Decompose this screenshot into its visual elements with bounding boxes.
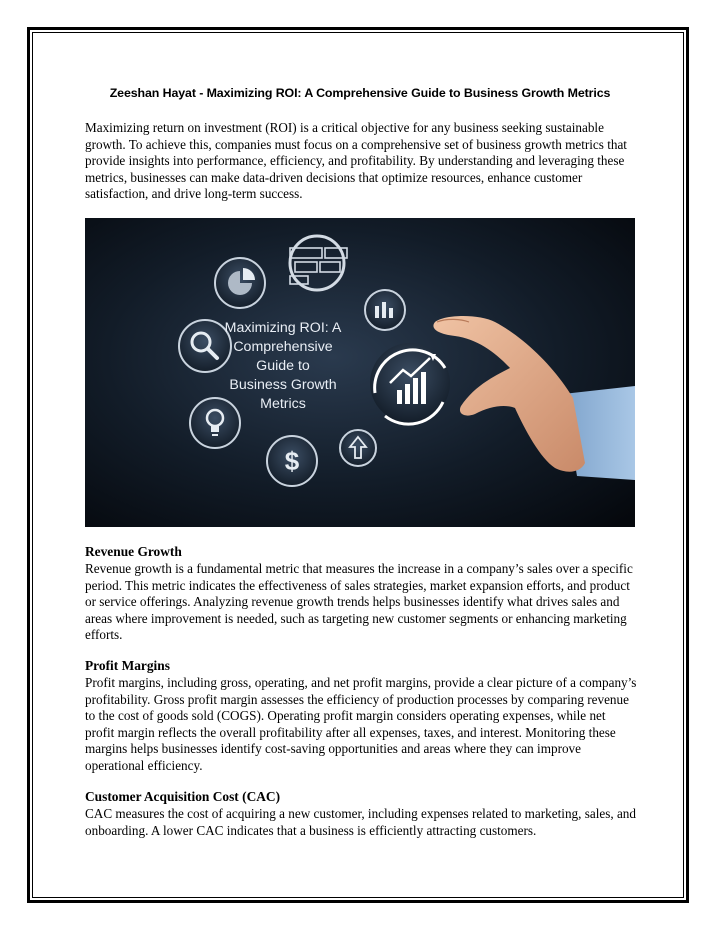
section-body-revenue-growth: Revenue growth is a fundamental metric that measures the increase in a company’s sales over a specific period. This metric indicates the effectiveness of sales strategies, market expansion efforts, and product or service offerings. Analyzing revenue growth trends helps businesses identify what drives sales and areas where improvement is needed, such as targeting new customer segments or enhancing marketing efforts. <box>85 561 633 643</box>
magnifier-icon <box>179 320 231 372</box>
hero-caption-line: Business Growth <box>229 377 337 393</box>
pie-chart-icon <box>215 258 265 308</box>
hero-caption-line: Metrics <box>260 396 306 412</box>
section-heading-profit-margins: Profit Margins <box>85 658 170 673</box>
section-body-profit-margins: Profit margins, including gross, operating, and net profit margins, provide a clear picture of a company’s profitability. Gross profit margin assesses the efficiency of production processes by comparing revenue to the cost of goods sold (COGS). Operating profit margin considers operating expenses, while net profit margin reflects the overall profitability after all expenses, taxes, and interest. Monitoring these margins helps businesses identify cost-saving opportunities and areas where they can improve operational efficiency. <box>85 675 637 773</box>
hero-caption-line: Maximizing ROI: A <box>224 320 342 336</box>
bar-chart-icon <box>365 290 405 330</box>
hero-caption-line: Comprehensive <box>233 339 333 355</box>
intro-paragraph: Maximizing return on investment (ROI) is a critical objective for any business seeking sustainable growth. To achieve this, companies must focus on a comprehensive set of business growth metrics that provide insights into performance, efficiency, and profitability. By understanding and leveraging these metrics, businesses can make data-driven decisions that optimize resources, enhance customer satisfaction, and drive long-term success. <box>85 120 627 202</box>
section-heading-cac: Customer Acquisition Cost (CAC) <box>85 789 281 804</box>
dollar-icon <box>267 436 317 486</box>
arrow-up-icon <box>340 430 376 466</box>
section-body-cac: CAC measures the cost of acquiring a new customer, including expenses related to marketing, sales, and onboarding. A lower CAC indicates that a business is efficiently attracting customers. <box>85 806 636 838</box>
section-heading-revenue-growth: Revenue Growth <box>85 544 182 559</box>
document-title: Zeeshan Hayat - Maximizing ROI: A Comprehensive Guide to Business Growth Metrics <box>109 86 611 100</box>
svg-text:$: $ <box>284 446 300 476</box>
hero-image <box>85 218 635 527</box>
hero-caption-line: Guide to <box>256 358 310 374</box>
lightbulb-icon <box>190 398 240 448</box>
